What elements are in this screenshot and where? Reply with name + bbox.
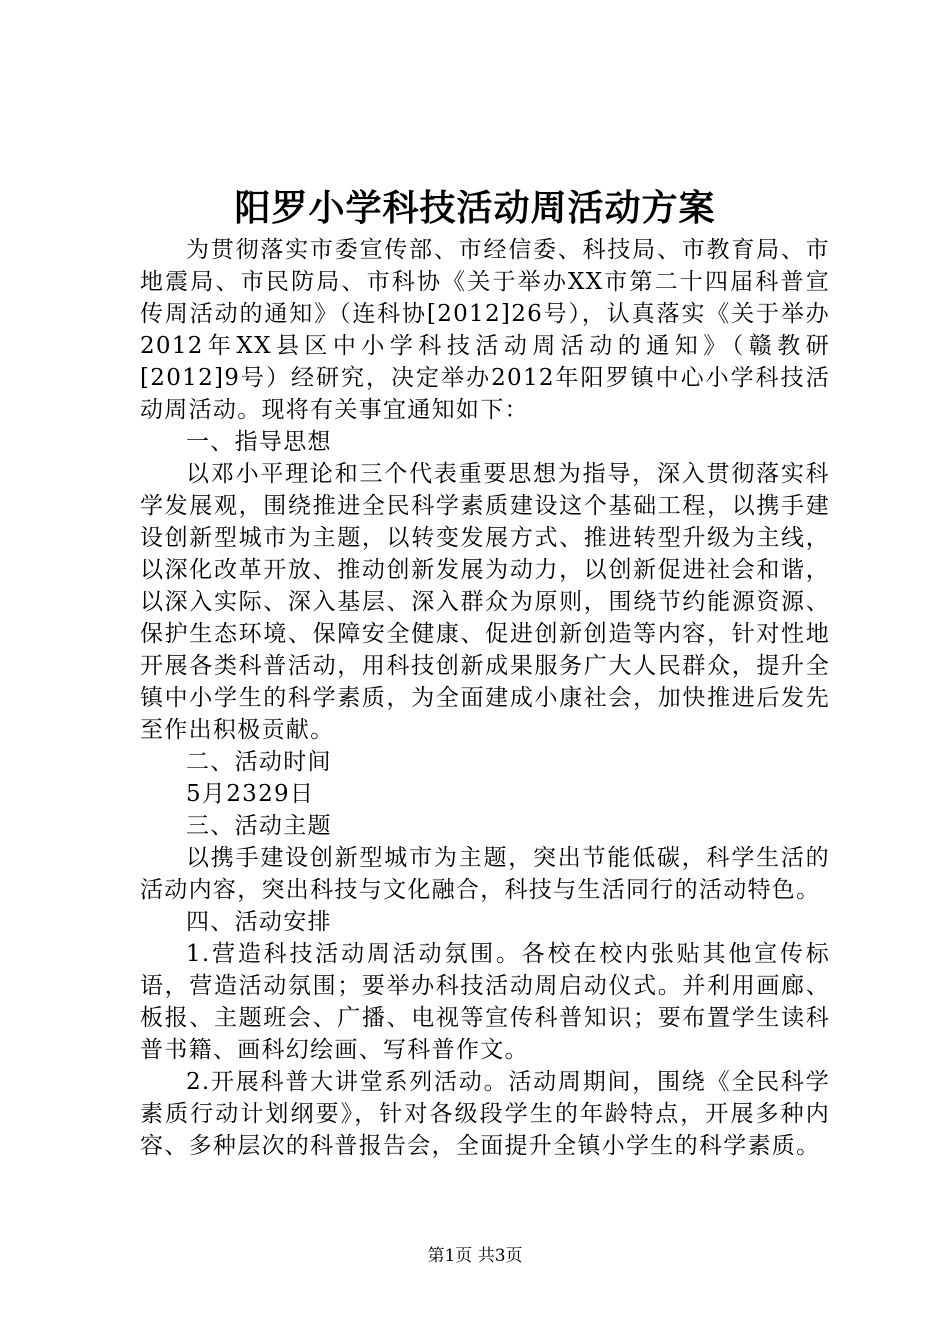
section-heading-activity-arrangement: 四、活动安排: [186, 909, 332, 935]
page-footer: 第1页 共3页: [427, 1246, 523, 1266]
arrangement-item-1: 1.营造科技活动周活动氛围。各校在校内张贴其他宣传标语，营造活动氛围；要举办科技活动周启动仪式。并利用画廊、板报、主题班会、广播、电视等宣传科普知识；要布置学生读科普书籍、画科幻绘画、写科普作文。: [140, 941, 830, 1063]
document-title: 阳罗小学科技活动周活动方案: [234, 187, 716, 229]
section-heading-guiding-ideology: 一、指导思想: [186, 429, 332, 455]
activity-theme-paragraph: 以携手建设创新型城市为主题，突出节能低碳，科学生活的活动内容，突出科技与文化融合，科技与生活同行的活动特色。: [140, 845, 830, 903]
activity-time-paragraph: 5月2329日: [186, 781, 315, 807]
section-heading-activity-theme: 三、活动主题: [186, 813, 332, 839]
arrangement-item-2: 2.开展科普大讲堂系列活动。活动周期间，围绕《全民科学素质行动计划纲要》，针对各级段学生的年龄特点，开展多种内容、多种层次的科普报告会，全面提升全镇小学生的科学素质。: [140, 1069, 830, 1159]
guiding-ideology-paragraph: 以邓小平理论和三个代表重要思想为指导，深入贯彻落实科学发展观，围绕推进全民科学素质建设这个基础工程，以携手建设创新型城市为主题，以转变发展方式、推进转型升级为主线，以深化改革开放、推动创新发展为动力，以创新促进社会和谐，以深入实际、深入基层、深入群众为原则，围绕节约能源资源、保护生态环境、保障安全健康、促进创新创造等内容，针对性地开展各类科普活动，用科技创新成果服务广大人民群众，提升全镇中小学生的科学素质，为全面建成小康社会，加快推进后发先至作出积极贡献。: [140, 461, 830, 743]
document-body: [140, 234, 830, 1162]
section-heading-activity-time: 二、活动时间: [186, 749, 332, 775]
intro-paragraph: 为贯彻落实市委宣传部、市经信委、科技局、市教育局、市地震局、市民防局、市科协《关于举办XX市第二十四届科普宣传周活动的通知》（连科协[2012]26号），认真落实《关于举办2012年XX县区中小学科技活动周活动的通知》（赣教研[2012]9号）经研究，决定举办2012年阳罗镇中心小学科技活动周活动。现将有关事宜通知如下：: [140, 237, 830, 423]
